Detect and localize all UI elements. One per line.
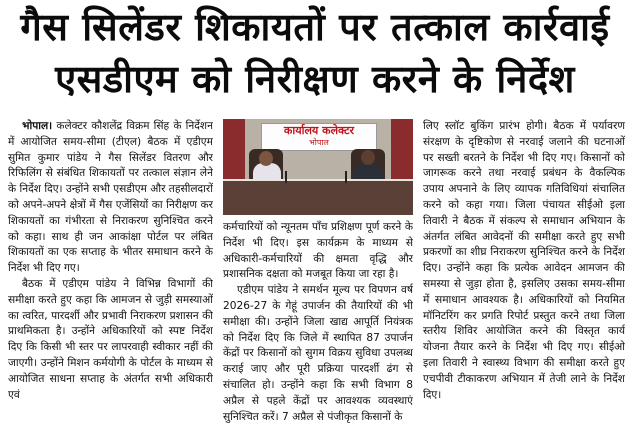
column-2-paragraph-1: कर्मचारियों को न्यूनतम पाँच प्रशिक्षण पूर्ण करने के निर्देश भी दिए। इस कार्यक्रम के माध्यम से अधिकारी-कर्मचारियों की क्षमता वृद्धि और प्रशासनिक दक्षता को मजबूत किया जा रहा है। (223, 221, 413, 281)
photo-curtain-right (391, 119, 413, 179)
headline-line-1: गैस सिलेंडर शिकायतों पर तत्काल कार्रवाई (20, 5, 610, 49)
article-column-1 (8, 119, 213, 431)
column-3-paragraph-1: लिए स्लॉट बुकिंग प्रारंभ होगी। बैठक में पर्यावरण संरक्षण के दृष्टिकोण से नरवाई जलाने की घटनाओं पर सख्ती बरतने के निर्देश भी दिए गए। किसानों को जागरूक करने तथा नरवाई प्रबंधन के वैकल्पिक उपाय अपनाने के लिए व्यापक गतिविधियां संचालित करने को कहा गया। जिला पंचायत सीईओ इला तिवारी ने बैठक में संकल्प से समाधान अभियान के अंतर्गत लंबित आवेदनों की समीक्षा करते हुए सभी प्रकरणों का शीघ्र निराकरण सुनिश्चित करने के निर्देश दिए। उन्होंने कहा कि प्रत्येक आवेदन आमजन की समस्या से जुड़ा होता है, इसलिए उसका समय-सीमा में समाधान आवश्यक है। अधिकारियों को नियमित मॉनिटरिंग कर प्रगति रिपोर्ट प्रस्तुत करने तथा जिला स्तरीय शिविर आयोजित करने की विस्तृत कार्य योजना तैयार करने के निर्देश भी दिए गए। सीईओ इला तिवारी ने स्वास्थ्य विभाग की समीक्षा करते हुए एचपीवी टीकाकरण अभियान में तेजी लाने के निर्देश दिए। (423, 120, 625, 401)
photo-curtain-left (223, 119, 245, 179)
official-woman-head (259, 151, 273, 166)
meeting-table (223, 181, 413, 215)
microphone-right (345, 171, 347, 183)
official-man-head (361, 150, 375, 165)
column-2-paragraph-2: एडीएम पांडेय ने समर्थन मूल्य पर विपणन वर्ष 2026-27 के गेहूं उपार्जन की तैयारियों की भी समीक्षा की। उन्होंने जिला खाद्य आपूर्ति नियंत्रक को निर्देश दिए कि जिले में स्थापित 87 उपार्जन केंद्रों पर किसानों को सुगम विक्रय सुविधा उपलब्ध कराई जाए और पूरी प्रक्रिया पारदर्शी ढंग से संचालित हो। उन्होंने कहा कि सभी विभाग 8 अप्रैल से पहले केंद्रों पर आवश्यक व्यवस्थाएं सुनिश्चित करें। 7 अप्रैल से पंजीकृत किसानों के (223, 284, 413, 423)
column-1-paragraph-2: बैठक में एडीएम पांडेय ने विभिन्न विभागों की समीक्षा करते हुए कहा कि आमजन से जुड़ी समस्याओं का त्वरित, पारदर्शी और प्रभावी निराकरण प्रशासन की प्राथमिकता है। उन्होंने अधिकारियों को स्पष्ट निर्देश दिए कि किसी भी स्तर पर लापरवाही स्वीकार नहीं की जाएगी। उन्होंने मिशन कर्मयोगी के पोर्टल के माध्यम से आयोजित साधना सप्ताह के अंतर्गत सभी अधिकारी एवं (8, 277, 213, 401)
headline-line-2: एसडीएम को निरीक्षण करने के निर्देश (55, 57, 575, 101)
dateline: भोपाल। (22, 120, 53, 132)
meeting-photo (223, 119, 413, 215)
article-column-2 (223, 220, 413, 431)
article-column-3 (423, 119, 625, 431)
office-signboard (261, 123, 377, 151)
signboard-line-1: कार्यालय कलेक्टर (283, 124, 355, 137)
microphone-left (285, 171, 287, 183)
column-1-paragraph-1: कलेक्टर कौशलेंद्र विक्रम सिंह के निर्देशन में आयोजित समय-सीमा (टीएल) बैठक में एडीएम सुमित कुमार पांडेय ने गैस सिलेंडर वितरण और रिफिलिंग से संबंधित शिकायतों पर तत्काल संज्ञान लेने के निर्देश दिए। उन्होंने सभी एसडीएम और तहसीलदारों को अपने-अपने क्षेत्रों में गैस एजेंसियों का निरीक्षण कर शिकायतों का गंभीरता से निराकरण सुनिश्चित करने को कहा। साथ ही जन आकांक्षा पोर्टल पर लंबित शिकायतों का एक सप्ताह के भीतर समाधान करने के निर्देश भी दिए गए। (8, 120, 213, 275)
signboard-line-2: भोपाल (309, 138, 329, 147)
